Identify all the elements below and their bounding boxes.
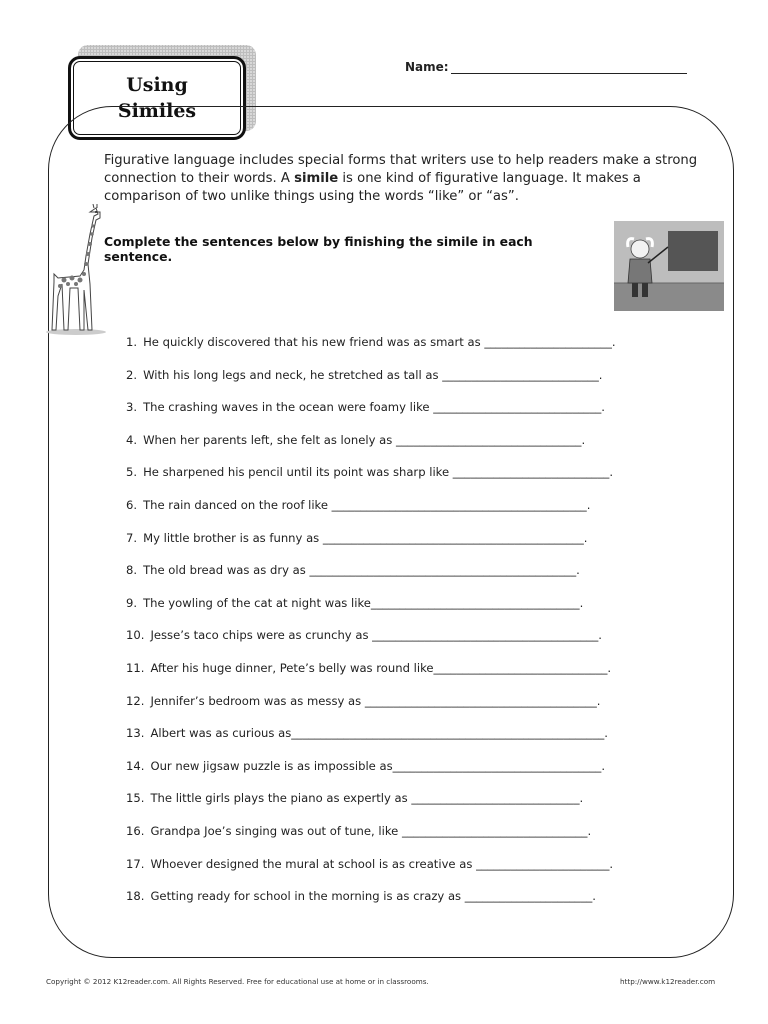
teacher-icon [614, 221, 724, 311]
list-item[interactable]: 11. After his huge dinner, Pete’s belly was round like______________________________. [126, 660, 612, 675]
list-item[interactable]: 9. The yowling of the cat at night was like____________________________________. [126, 595, 584, 610]
title-line-2: Similes [117, 100, 197, 122]
list-item[interactable]: 15. The little girls plays the piano as expertly as _____________________________. [126, 791, 584, 806]
simile-list [126, 335, 666, 922]
list-item[interactable]: 12. Jennifer’s bedroom was as messy as ________________________________________. [126, 693, 601, 708]
intro-text-2: is one kind of figurative language. It makes a comparison of two unlike things using the words “like” or “as”. [104, 171, 641, 204]
list-item[interactable]: 16. Grandpa Joe’s singing was out of tune, like ________________________________. [126, 823, 592, 838]
name-blank-line[interactable] [451, 59, 687, 74]
list-item[interactable]: 4. When her parents left, she felt as lonely as ________________________________. [126, 432, 586, 447]
list-item[interactable]: 10. Jesse’s taco chips were as crunchy as _______________________________________. [126, 628, 602, 643]
giraffe-icon [44, 204, 108, 336]
intro-text-1: Figurative language includes special forms that writers use to help readers make a strong connection to their words. A [104, 153, 698, 186]
list-item[interactable]: 3. The crashing waves in the ocean were foamy like _____________________________. [126, 400, 605, 415]
intro-paragraph [104, 152, 704, 206]
name-field [405, 59, 687, 74]
list-item[interactable]: 1. He quickly discovered that his new friend was as smart as ______________________. [126, 335, 616, 349]
list-item[interactable]: 7. My little brother is as funny as _____________________________________________. [126, 530, 588, 545]
list-item[interactable]: 5. He sharpened his pencil until its point was sharp like ___________________________. [126, 465, 614, 480]
footer-url[interactable]: http://www.k12reader.com [620, 977, 716, 986]
list-item[interactable]: 14. Our new jigsaw puzzle is as impossible as____________________________________. [126, 758, 606, 773]
list-item[interactable]: 6. The rain danced on the roof like ____________________________________________. [126, 497, 591, 512]
intro-bold-word: simile [294, 171, 339, 186]
title-line-1: Using [126, 74, 188, 96]
footer-copyright: Copyright © 2012 K12reader.com. All Rights Reserved. Free for educational use at home or in classrooms. [46, 977, 429, 986]
name-label: Name: [405, 60, 449, 74]
list-item[interactable]: 8. The old bread was as dry as ______________________________________________. [126, 563, 580, 578]
list-item[interactable]: 17. Whoever designed the mural at school is as creative as _______________________. [126, 856, 614, 871]
list-item[interactable]: 13. Albert was as curious as______________________________________________________. [126, 726, 608, 741]
list-item[interactable]: 18. Getting ready for school in the morning is as crazy as ______________________. [126, 889, 596, 904]
instructions: Complete the sentences below by finishing the simile in each sentence. [104, 234, 533, 264]
list-item[interactable]: 2. With his long legs and neck, he stretched as tall as ___________________________. [126, 367, 603, 382]
